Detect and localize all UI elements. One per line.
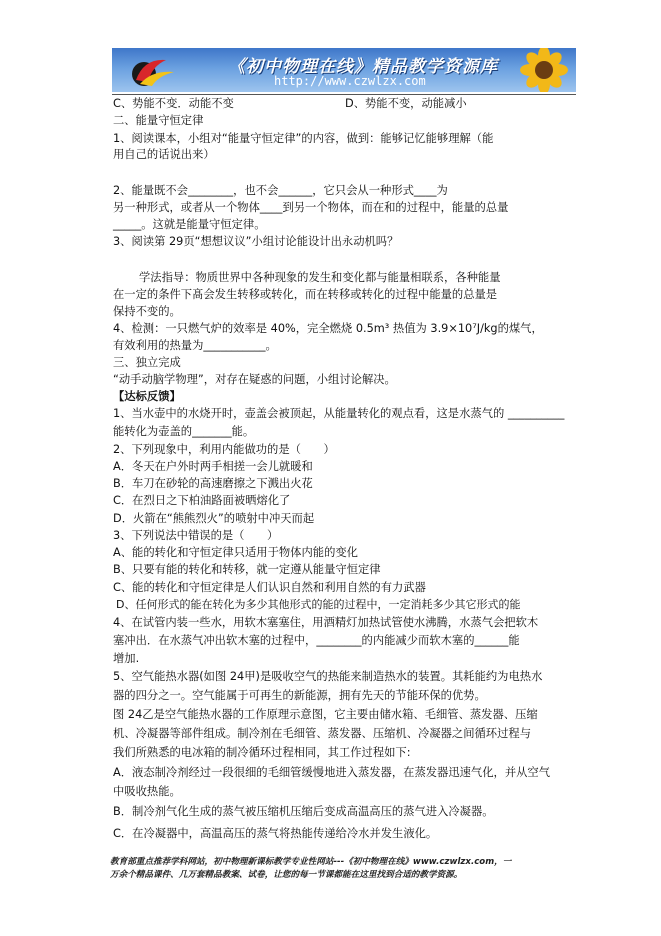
option: D．火箭在“熊熊烈火”的喷射中冲天而起 bbox=[113, 512, 315, 525]
header-url[interactable]: http://www.czwlzx.com bbox=[274, 74, 426, 88]
text-line: 机、冷凝器等部件组成。制冷剂在毛细管、蒸发器、压缩机、冷凝器之间循环过程与 bbox=[113, 727, 531, 740]
step-c: C．在冷凝器中，高温高压的蒸气将热能传递给冷水并发生液化。 bbox=[113, 827, 438, 840]
text-line: 1、阅读课本，小组对“能量守恒定律”的内容，做到：能够记忆能够理解（能 bbox=[113, 132, 494, 145]
site-logo-icon bbox=[122, 54, 180, 88]
question-5: 5、空气能热水器(如图 24甲)是吸收空气的热能来制造热水的装置。其耗能约为电热水 bbox=[113, 670, 543, 683]
step-b: B．制冷剂气化生成的蒸气被压缩机压缩后变成高温高压的蒸气进入冷凝器。 bbox=[113, 805, 494, 818]
text-line: 图 24乙是空气能热水器的工作原理示意图，它主要由储水箱、毛细管、蒸发器、压缩 bbox=[113, 708, 538, 721]
text-line: 2、能量既不会________，也不会______，它只会从一种形式____为 bbox=[113, 184, 448, 197]
footer-line: 万余个精品课件、几万套精品教案、试卷，让您的每一节课都能在这里找到合适的教学资源。 bbox=[110, 870, 463, 880]
text-line: 在一定的条件下髙会发生转移或转化，而在转移或转化的过程中能量的总量是 bbox=[113, 288, 498, 301]
option: B．车刀在砂轮的高速磨擦之下溅出火花 bbox=[113, 477, 313, 490]
text-line: 塞冲出．在水蒸气冲出软木塞的过程中，________的内能减少而软木塞的______能 bbox=[113, 634, 520, 647]
step-a: A．液态制冷剂经过一段很细的毛细管缓慢地进入蒸发器，在蒸发器迅速气化，并从空气 bbox=[113, 766, 551, 779]
question-3: 3、下列说法中错误的是（ ） bbox=[113, 529, 279, 542]
question-4: 4、在试管内装一些水，用软木塞塞住，用酒精灯加热试管使水沸腾，水蒸气会把软木 bbox=[113, 616, 539, 629]
text-line-1 bbox=[113, 96, 234, 112]
text-line: 保持不变的。 bbox=[113, 305, 181, 318]
footer-promo bbox=[110, 856, 550, 882]
option: C．在烈日之下柏油路面被晒熔化了 bbox=[113, 494, 291, 507]
text-line: 器的四分之一。空气能属于可再生的新能源，拥有先天的节能环保的优势。 bbox=[113, 689, 486, 702]
text-line: 我们所熟悉的电冰箱的制冷循环过程相同，其工作过程如下: bbox=[113, 746, 411, 759]
text-line: 另一种形式，或者从一个物体____到另一个物体，而在和的过程中，能量的总量 bbox=[113, 201, 509, 214]
text-line: 中吸收热能。 bbox=[113, 785, 181, 798]
text-line: 能转化为壶盖的_______能。 bbox=[113, 425, 255, 438]
text-line: 3、阅读第 29页“想想议议”小组讨论能设计出永动机吗？ bbox=[113, 235, 399, 248]
question-1: 1、当水壶中的水烧开时，壶盖会被顶起，从能量转化的观点看，这是水蒸气的 __________ bbox=[113, 407, 565, 420]
option: D、任何形式的能在转化为多少其他形式的能的过程中，一定消耗多少其它形式的能 bbox=[116, 598, 521, 611]
section-heading-2: 二、能量守恒定律 bbox=[113, 114, 204, 127]
text-line: 增加. bbox=[113, 652, 140, 665]
option: A、能的转化和守恒定律只适用于物体内能的变化 bbox=[113, 546, 358, 559]
study-guide: 学法指导：物质世界中各种现象的发生和变化都与能量相联系，各种能量 bbox=[139, 271, 501, 284]
question-2: 2、下列现象中，利用内能做功的是（ ） bbox=[113, 443, 335, 456]
footer-line: 教育部重点推荐学科网站，初中物理新课标教学专业性网站---《初中物理在线》www.czwlzx.com，一 bbox=[110, 857, 512, 867]
option: A．冬天在户外时两手相搓一会儿就暖和 bbox=[113, 460, 313, 473]
header-rule bbox=[112, 94, 576, 95]
option: C、能的转化和守恒定律是人们认识自然和利用自然的有力武器 bbox=[113, 581, 426, 594]
text-line: 用自己的话说出来） bbox=[113, 148, 215, 161]
header-title: 《初中物理在线》精品教学资源库 bbox=[228, 57, 498, 77]
sunflower-icon bbox=[510, 48, 572, 92]
text-line: 4、检测：一只燃气炉的效率是 40%，完全燃烧 0.5m³ 热值为 3.9×10⁷J/kg的煤气， bbox=[113, 322, 543, 335]
option-d: D、势能不变，动能减小 bbox=[345, 97, 467, 110]
feedback-heading: 【达标反馈】 bbox=[113, 390, 181, 403]
option: B、只要有能的转化和转移，就一定遵从能量守恒定律 bbox=[113, 563, 381, 576]
header-banner bbox=[112, 48, 576, 92]
text-line: _____。这就是能量守恒定律。 bbox=[113, 218, 266, 231]
option-c: C、势能不变．动能不变 bbox=[113, 97, 234, 110]
section-heading-3: 三、独立完成 bbox=[113, 356, 181, 369]
text-line: 有效利用的热量为___________。 bbox=[113, 339, 277, 352]
text-line: “动手动脑学物理”，对存在疑惑的问题，小组讨论解决。 bbox=[113, 373, 396, 386]
